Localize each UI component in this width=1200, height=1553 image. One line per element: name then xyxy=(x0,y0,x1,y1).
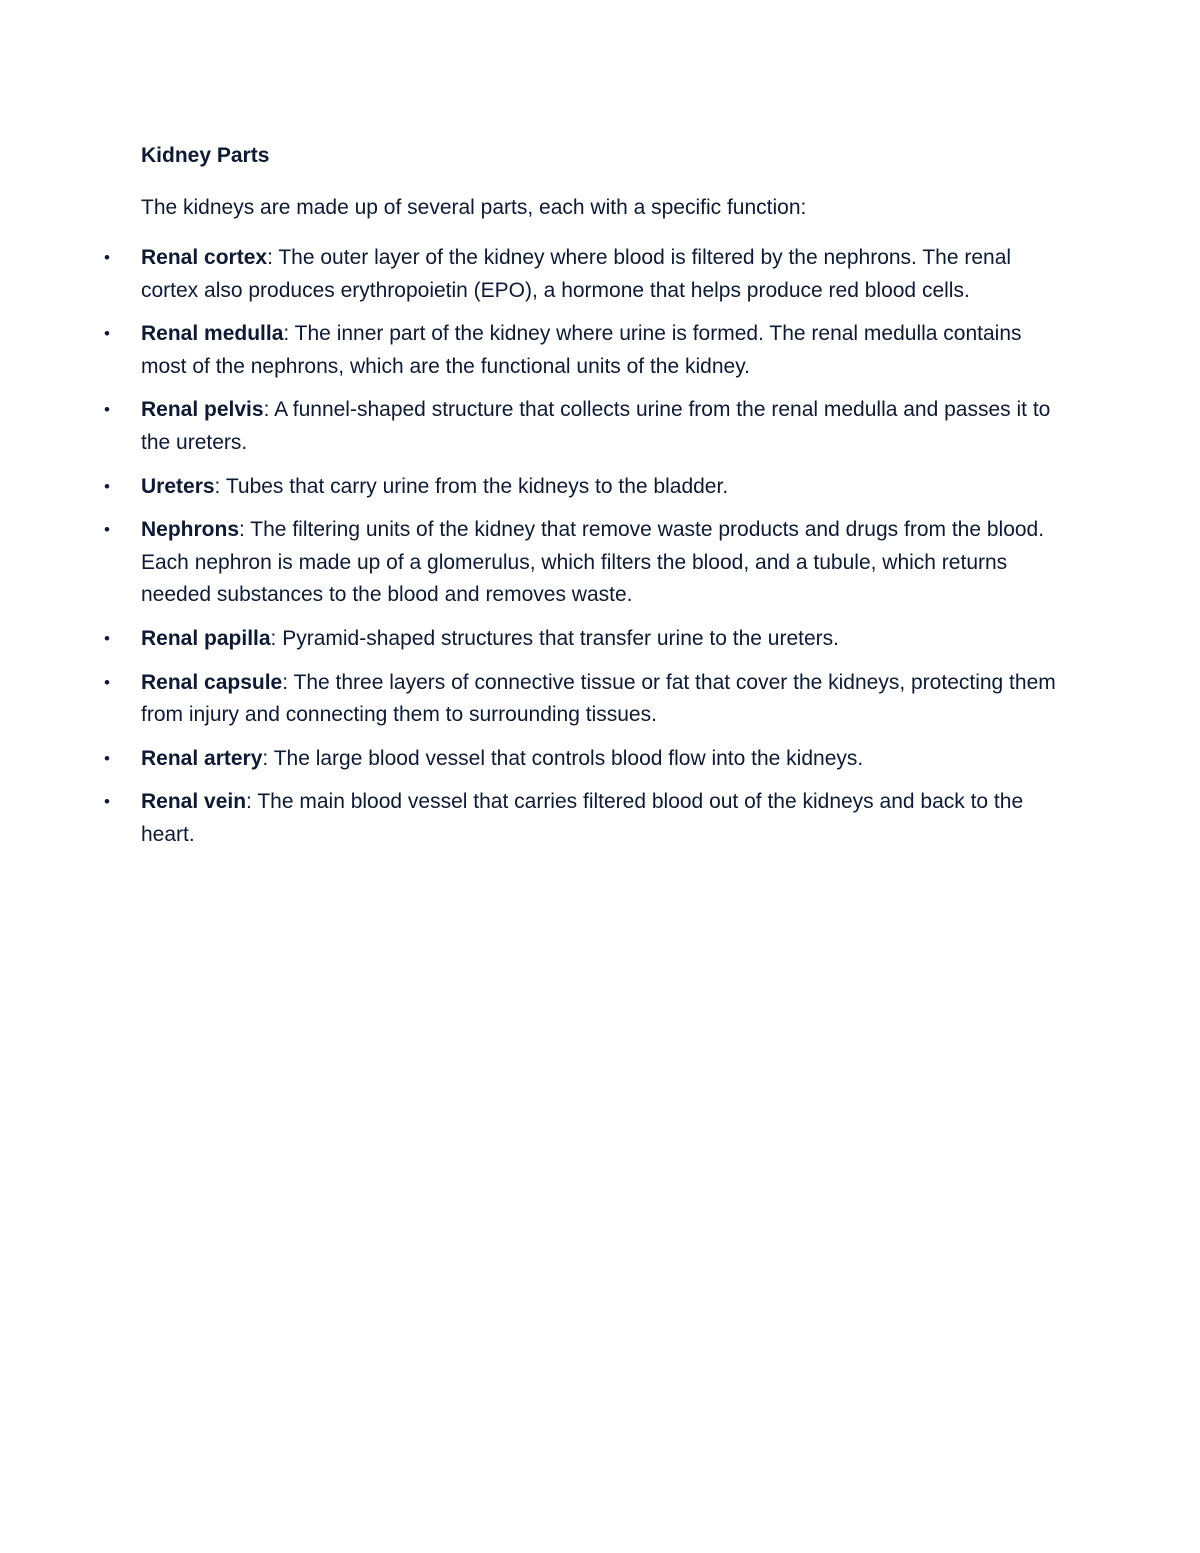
item-term: Renal pelvis xyxy=(141,398,264,422)
kidney-parts-list xyxy=(0,242,1200,863)
item-term: Renal medulla xyxy=(141,322,284,346)
bullet-icon: • xyxy=(104,748,110,768)
item-term: Renal papilla xyxy=(141,626,271,650)
item-description: : A funnel-shaped structure that collects urine from the renal medulla and passes it to the ureters. xyxy=(141,398,1051,454)
item-description: : The large blood vessel that controls blood flow into the kidneys. xyxy=(262,746,864,770)
list-item xyxy=(0,394,1071,459)
item-term: Ureters xyxy=(141,474,215,498)
item-term: Renal vein xyxy=(141,790,247,814)
bullet-icon: • xyxy=(104,400,110,420)
bullet-icon: • xyxy=(104,520,110,540)
item-description: : The main blood vessel that carries filtered blood out of the kidneys and back to the heart. xyxy=(141,790,1024,846)
item-description: : The inner part of the kidney where urine is formed. The renal medulla contains most of the nephrons, which are the functional units of the kidney. xyxy=(141,322,1022,378)
bullet-icon: • xyxy=(104,476,110,496)
bullet-icon: • xyxy=(104,792,110,812)
item-description: : Pyramid-shaped structures that transfer urine to the ureters. xyxy=(270,626,839,650)
item-term: Renal cortex xyxy=(141,246,268,269)
bullet-icon: • xyxy=(104,324,110,344)
list-item xyxy=(0,623,1071,656)
list-item xyxy=(0,786,1071,851)
item-term: Nephrons xyxy=(141,518,240,542)
item-description: : Tubes that carry urine from the kidneys to the bladder. xyxy=(214,474,729,498)
intro-paragraph: The kidneys are made up of several parts, each with a specific function: xyxy=(141,196,807,219)
item-description: : The outer layer of the kidney where blood is filtered by the nephrons. The renal cortex also produces erythropoietin (EPO), a hormone that helps produce red blood cells. xyxy=(141,246,1012,302)
bullet-icon: • xyxy=(104,628,110,648)
document-title: Kidney Parts xyxy=(141,144,270,167)
list-item xyxy=(0,318,1071,383)
list-item xyxy=(0,743,1071,776)
item-description: : The filtering units of the kidney that remove waste products and drugs from the blood. Each nephron is made up of a glomerulus, which filters the blood, and a tubule, which returns needed substances to the blood and removes waste. xyxy=(141,518,1045,607)
item-term: Renal artery xyxy=(141,746,263,770)
item-description: : The three layers of connective tissue or fat that cover the kidneys, protecting them from injury and connecting them to surrounding tissues. xyxy=(141,670,1056,727)
list-item xyxy=(0,667,1071,732)
bullet-icon: • xyxy=(104,672,110,692)
list-item xyxy=(0,242,1071,307)
bullet-icon: • xyxy=(104,248,110,267)
item-term: Renal capsule xyxy=(141,670,283,694)
list-item xyxy=(0,471,1071,504)
list-item xyxy=(0,514,1071,612)
